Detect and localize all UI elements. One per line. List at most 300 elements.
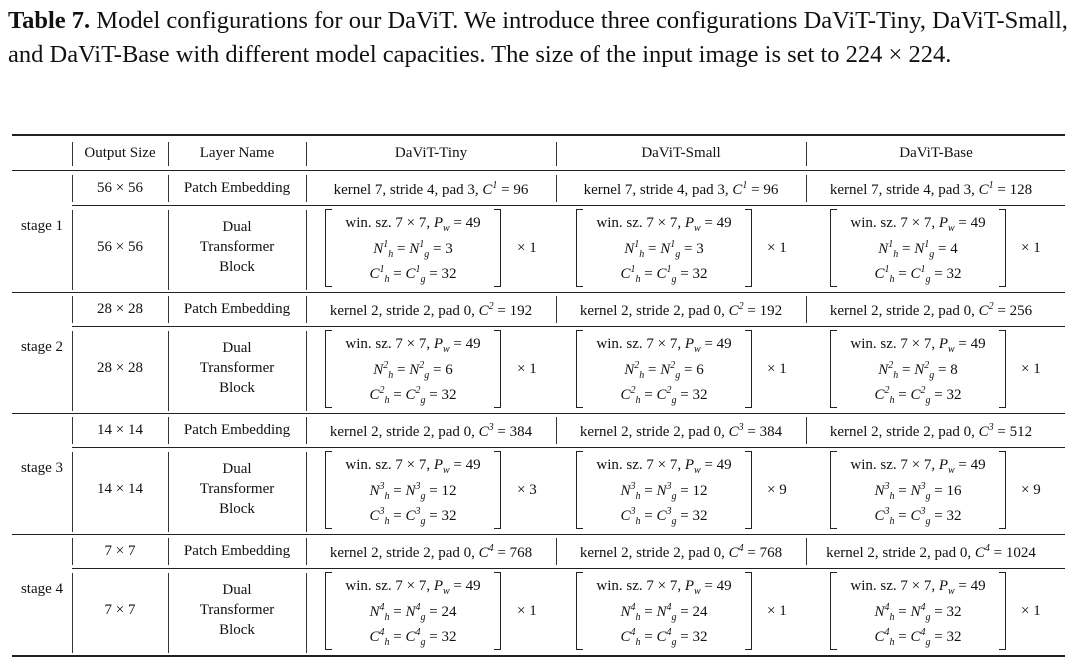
ng-symbol: $N^3_g$ [656, 481, 677, 502]
heads-value: = 24 [425, 604, 457, 620]
ch-symbol: $C^3_h$ [620, 506, 641, 527]
column-divider [72, 296, 73, 323]
cg-sup: 1 [920, 264, 926, 275]
column-divider [306, 210, 307, 290]
channel-symbol: $C^2$ [728, 301, 744, 319]
channel-value: 192 [509, 303, 533, 319]
output-size: 56 × 56 [97, 239, 143, 255]
heads-value: = 12 [676, 483, 708, 499]
ng-sub: g [675, 249, 681, 260]
cg-sub: g [420, 395, 426, 406]
cg-value: = 32 [930, 387, 962, 403]
nh-sup: 4 [630, 602, 636, 613]
nh-sub: h [889, 612, 895, 623]
ng-symbol: $N^1_g$ [409, 239, 430, 260]
ch-sub: h [889, 395, 895, 406]
ch-sup: 2 [379, 385, 385, 396]
nh-sub: h [388, 370, 394, 381]
cg-sub: g [420, 637, 426, 648]
cg-sup: 3 [920, 506, 926, 517]
nh-symbol: $N^2_h$ [624, 360, 645, 381]
nh-sub: h [893, 370, 899, 381]
ng-sub: g [424, 249, 430, 260]
equals: = [493, 545, 510, 561]
ng-sub: g [925, 612, 931, 623]
cg-symbol: $C^1_g$ [656, 264, 677, 285]
pw-sub: w [443, 586, 450, 597]
patch-embedding-base [806, 422, 1056, 441]
heads [576, 481, 752, 502]
nh-symbol: $N^2_h$ [373, 360, 394, 381]
column-divider [168, 417, 169, 444]
ng-sub: g [420, 612, 426, 623]
patch-embedding-base [806, 180, 1056, 199]
repeat-count: × 9 [1021, 482, 1041, 498]
nh-sup: 1 [383, 239, 389, 250]
equals: = [389, 266, 406, 282]
repeat-count: × 1 [1021, 240, 1041, 256]
patch-params: kernel 7, stride 4, pad 3, [583, 182, 733, 198]
cg-sup: 3 [666, 506, 672, 517]
column-divider [306, 452, 307, 532]
column-divider [306, 538, 307, 565]
column-divider [556, 175, 557, 202]
patch-embedding-tiny [306, 180, 556, 199]
cg-sup: 2 [920, 385, 926, 396]
ch-symbol: $C^2_h$ [369, 385, 390, 406]
config-matrix-tiny [325, 209, 501, 285]
repeat-count: × 1 [767, 361, 787, 377]
channel-symbol: $C^1$ [732, 180, 748, 198]
heads [325, 239, 501, 260]
stage-label: stage 3 [20, 460, 64, 476]
ng-symbol: $N^3_g$ [910, 481, 931, 502]
stage-label: stage 4 [20, 581, 64, 597]
config-matrix-small [576, 572, 752, 648]
nh-sup: 3 [884, 481, 890, 492]
equals: = [993, 182, 1010, 198]
ng-sup: 4 [920, 602, 926, 613]
cg-symbol: $C^2_g$ [405, 385, 426, 406]
top-rule [12, 134, 1065, 136]
patch-embedding-small [556, 180, 806, 199]
equals: = [894, 387, 911, 403]
block-name: Block [219, 259, 255, 275]
layer-name: Patch Embedding [183, 543, 291, 559]
column-divider [556, 296, 557, 323]
pw-value: = 49 [954, 457, 986, 473]
nh-sup: 1 [888, 239, 894, 250]
stage-rule [12, 534, 1065, 535]
cg-value: = 32 [425, 266, 457, 282]
nh-symbol: $N^1_h$ [624, 239, 645, 260]
channels-per-head [830, 264, 1006, 285]
column-divider [168, 296, 169, 323]
header-divider [556, 142, 557, 166]
column-divider [168, 175, 169, 202]
channel-symbol: $C^4$ [478, 543, 494, 561]
cg-sup: 4 [415, 627, 421, 638]
stage-index: 1 [492, 180, 498, 191]
cg-sub: g [671, 516, 677, 527]
pw-value: = 49 [954, 336, 986, 352]
ng-sup: 4 [415, 602, 421, 613]
nh-sub: h [388, 249, 394, 260]
stage-label: stage 1 [20, 218, 64, 234]
equals: = [389, 508, 406, 524]
stage-rule [12, 413, 1065, 414]
ng-sub: g [420, 491, 426, 502]
heads [830, 602, 1006, 623]
patch-embedding-tiny [306, 543, 556, 562]
ch-sup: 3 [630, 506, 636, 517]
cg-value: = 32 [425, 629, 457, 645]
cg-sup: 2 [415, 385, 421, 396]
channel-value: 768 [759, 545, 783, 561]
patch-params: kernel 2, stride 2, pad 0, [329, 303, 479, 319]
nh-symbol: $N^3_h$ [874, 481, 895, 502]
config-matrix-small [576, 330, 752, 406]
ng-sub: g [671, 491, 677, 502]
ng-symbol: $N^4_g$ [405, 602, 426, 623]
cg-sub: g [925, 516, 931, 527]
output-size: 28 × 28 [97, 360, 143, 376]
window-size [576, 336, 752, 355]
block-name: Dual [222, 461, 252, 477]
block-name: Transformer [199, 481, 275, 497]
pw-symbol: $P_w$ [938, 457, 955, 476]
cg-sup: 1 [415, 264, 421, 275]
block-name: Block [219, 380, 255, 396]
stage-index: 4 [984, 543, 990, 554]
channels-per-head [325, 627, 501, 648]
pw-symbol: $P_w$ [938, 336, 955, 355]
caption-label: Table 7. [8, 7, 91, 34]
nh-sub: h [384, 612, 390, 623]
patch-params: kernel 7, stride 4, pad 3, [333, 182, 483, 198]
config-matrix-tiny [325, 572, 501, 648]
pw-value: = 49 [449, 457, 481, 473]
equals: = [493, 303, 510, 319]
equals: = [993, 303, 1010, 319]
stage-index: 2 [988, 301, 994, 312]
patch-params: kernel 2, stride 2, pad 0, [579, 303, 729, 319]
cg-sup: 4 [920, 627, 926, 638]
channel-symbol: $C^3$ [978, 422, 994, 440]
block-name: Transformer [199, 602, 275, 618]
ng-sub: g [675, 370, 681, 381]
cg-sub: g [925, 637, 931, 648]
equals: = [894, 604, 911, 620]
pw-sub: w [948, 344, 955, 355]
equals: = [389, 387, 406, 403]
output-size: 7 × 7 [104, 543, 136, 559]
nh-sup: 3 [379, 481, 385, 492]
ng-sup: 3 [920, 481, 926, 492]
heads-value: = 3 [429, 241, 453, 257]
cg-symbol: $C^4_g$ [656, 627, 677, 648]
pw-sub: w [443, 465, 450, 476]
channel-value: 192 [759, 303, 783, 319]
pw-symbol: $P_w$ [433, 578, 450, 597]
channel-symbol: $C^2$ [978, 301, 994, 319]
repeat-count: × 1 [1021, 603, 1041, 619]
cg-value: = 32 [425, 387, 457, 403]
equals: = [743, 303, 760, 319]
layer-name: Patch Embedding [183, 301, 291, 317]
pw-value: = 49 [954, 215, 986, 231]
ch-sup: 1 [630, 264, 636, 275]
heads-value: = 24 [676, 604, 708, 620]
cg-sup: 3 [415, 506, 421, 517]
column-divider [72, 331, 73, 411]
ng-symbol: $N^1_g$ [914, 239, 935, 260]
nh-sup: 2 [383, 360, 389, 371]
ng-sup: 2 [670, 360, 676, 371]
ng-sup: 4 [666, 602, 672, 613]
patch-params: kernel 2, stride 2, pad 0, [579, 545, 729, 561]
column-divider [306, 331, 307, 411]
channel-symbol: $C^3$ [728, 422, 744, 440]
nh-symbol: $N^4_h$ [620, 602, 641, 623]
stage-separator [72, 205, 1065, 206]
nh-sup: 1 [634, 239, 640, 250]
patch-params: kernel 7, stride 4, pad 3, [829, 182, 979, 198]
cg-value: = 32 [930, 629, 962, 645]
ng-sup: 1 [670, 239, 676, 250]
header-divider [72, 142, 73, 166]
column-divider [168, 210, 169, 290]
channels-per-head [325, 264, 501, 285]
column-divider [72, 417, 73, 444]
pw-symbol: $P_w$ [433, 215, 450, 234]
heads [325, 481, 501, 502]
window-size [576, 457, 752, 476]
patch-params: kernel 2, stride 2, pad 0, [329, 545, 479, 561]
stage-separator [72, 326, 1065, 327]
repeat-count: × 1 [767, 240, 787, 256]
pw-symbol: $P_w$ [433, 457, 450, 476]
pw-sub: w [694, 465, 701, 476]
column-divider [168, 331, 169, 411]
config-matrix-base [830, 572, 1006, 648]
channel-value: 96 [513, 182, 529, 198]
channel-symbol: $C^1$ [482, 180, 498, 198]
ch-sup: 1 [379, 264, 385, 275]
heads-value: = 6 [429, 362, 453, 378]
channel-value: 384 [509, 424, 533, 440]
cg-sub: g [671, 395, 677, 406]
ch-sub: h [635, 637, 641, 648]
nh-sup: 3 [630, 481, 636, 492]
window-label: win. sz. 7 × 7, [345, 457, 434, 473]
cg-symbol: $C^2_g$ [656, 385, 677, 406]
ng-sup: 3 [415, 481, 421, 492]
channels-per-head [830, 385, 1006, 406]
config-matrix-base [830, 209, 1006, 285]
window-size [325, 215, 501, 234]
ch-symbol: $C^1_h$ [874, 264, 895, 285]
stage-separator [72, 568, 1065, 569]
heads [325, 360, 501, 381]
nh-sup: 2 [634, 360, 640, 371]
heads-value: = 32 [930, 604, 962, 620]
header-layer-name: Layer Name [199, 145, 275, 161]
nh-symbol: $N^2_h$ [878, 360, 899, 381]
output-size: 14 × 14 [97, 422, 143, 438]
window-label: win. sz. 7 × 7, [850, 457, 939, 473]
ng-symbol: $N^1_g$ [660, 239, 681, 260]
channels-per-head [830, 627, 1006, 648]
table-caption [8, 4, 1078, 72]
nh-sup: 4 [884, 602, 890, 613]
header-small: DaViT-Small [641, 145, 721, 161]
repeat-count: × 1 [517, 603, 537, 619]
ng-sup: 3 [666, 481, 672, 492]
ch-sub: h [635, 395, 641, 406]
cg-symbol: $C^3_g$ [405, 506, 426, 527]
output-size: 28 × 28 [97, 301, 143, 317]
equals: = [743, 545, 760, 561]
nh-sub: h [889, 491, 895, 502]
pw-symbol: $P_w$ [938, 578, 955, 597]
header-divider [306, 142, 307, 166]
layer-name: Patch Embedding [183, 422, 291, 438]
repeat-count: × 1 [767, 603, 787, 619]
block-name: Dual [222, 582, 252, 598]
channel-value: 128 [1009, 182, 1033, 198]
stage-index: 4 [488, 543, 494, 554]
repeat-count: × 1 [517, 361, 537, 377]
ch-symbol: $C^3_h$ [874, 506, 895, 527]
ng-sub: g [424, 370, 430, 381]
repeat-count: × 1 [1021, 361, 1041, 377]
column-divider [306, 573, 307, 653]
patch-params: kernel 2, stride 2, pad 0, [826, 545, 975, 561]
ng-sup: 2 [924, 360, 930, 371]
heads [576, 239, 752, 260]
window-label: win. sz. 7 × 7, [596, 457, 685, 473]
cg-sup: 1 [666, 264, 672, 275]
ng-sub: g [925, 491, 931, 502]
column-divider [806, 538, 807, 565]
block-name: Dual [222, 219, 252, 235]
layer-name: Patch Embedding [183, 180, 291, 196]
repeat-count: × 9 [767, 482, 787, 498]
ch-sup: 4 [379, 627, 385, 638]
ng-symbol: $N^4_g$ [910, 602, 931, 623]
pw-sub: w [443, 223, 450, 234]
patch-embedding-base [806, 543, 1056, 562]
header-divider [806, 142, 807, 166]
equals: = [894, 266, 911, 282]
pw-symbol: $P_w$ [684, 457, 701, 476]
equals: = [743, 424, 760, 440]
stage-index: 2 [488, 301, 494, 312]
block-name: Dual [222, 340, 252, 356]
cg-value: = 32 [425, 508, 457, 524]
channel-symbol: $C^1$ [978, 180, 994, 198]
repeat-count: × 3 [517, 482, 537, 498]
block-name: Block [219, 622, 255, 638]
equals: = [993, 424, 1010, 440]
nh-sub: h [384, 491, 390, 502]
ch-sub: h [384, 395, 390, 406]
window-size [325, 457, 501, 476]
column-divider [306, 175, 307, 202]
patch-embedding-base [806, 301, 1056, 320]
cg-value: = 32 [930, 508, 962, 524]
cg-value: = 32 [676, 387, 708, 403]
column-divider [806, 417, 807, 444]
patch-embedding-small [556, 543, 806, 562]
patch-params: kernel 2, stride 2, pad 0, [329, 424, 479, 440]
column-divider [168, 573, 169, 653]
cg-sub: g [671, 274, 677, 285]
stage-index: 1 [988, 180, 994, 191]
ch-sup: 4 [630, 627, 636, 638]
window-label: win. sz. 7 × 7, [345, 336, 434, 352]
nh-symbol: $N^1_h$ [878, 239, 899, 260]
block-name: Transformer [199, 360, 275, 376]
patch-embedding-small [556, 301, 806, 320]
pw-sub: w [443, 344, 450, 355]
nh-sub: h [639, 370, 645, 381]
channels-per-head [576, 627, 752, 648]
equals: = [389, 604, 406, 620]
cg-value: = 32 [676, 266, 708, 282]
repeat-count: × 1 [517, 240, 537, 256]
channel-value: 1024 [1005, 545, 1036, 561]
nh-sub: h [635, 612, 641, 623]
window-size [830, 578, 1006, 597]
channel-symbol: $C^3$ [478, 422, 494, 440]
column-divider [806, 175, 807, 202]
header-output-size: Output Size [84, 145, 156, 161]
patch-embedding-small [556, 422, 806, 441]
ch-symbol: $C^1_h$ [369, 264, 390, 285]
heads-value: = 6 [680, 362, 704, 378]
nh-sup: 2 [888, 360, 894, 371]
output-size: 56 × 56 [97, 180, 143, 196]
equals: = [898, 241, 915, 257]
pw-symbol: $P_w$ [684, 578, 701, 597]
channels-per-head [830, 506, 1006, 527]
heads [830, 360, 1006, 381]
patch-embedding-tiny [306, 422, 556, 441]
ch-symbol: $C^4_h$ [874, 627, 895, 648]
block-name: Block [219, 501, 255, 517]
equals: = [393, 362, 410, 378]
equals: = [640, 629, 657, 645]
pw-value: = 49 [449, 578, 481, 594]
config-matrix-small [576, 451, 752, 527]
ch-sub: h [384, 637, 390, 648]
stage-rule [12, 292, 1065, 293]
stage-index: 4 [738, 543, 744, 554]
pw-value: = 49 [954, 578, 986, 594]
cg-symbol: $C^4_g$ [405, 627, 426, 648]
patch-embedding-tiny [306, 301, 556, 320]
ch-symbol: $C^1_h$ [620, 264, 641, 285]
equals: = [497, 182, 514, 198]
header-base: DaViT-Base [899, 145, 973, 161]
heads [576, 602, 752, 623]
column-divider [72, 210, 73, 290]
config-matrix-small [576, 209, 752, 285]
cg-value: = 32 [676, 629, 708, 645]
equals: = [898, 362, 915, 378]
